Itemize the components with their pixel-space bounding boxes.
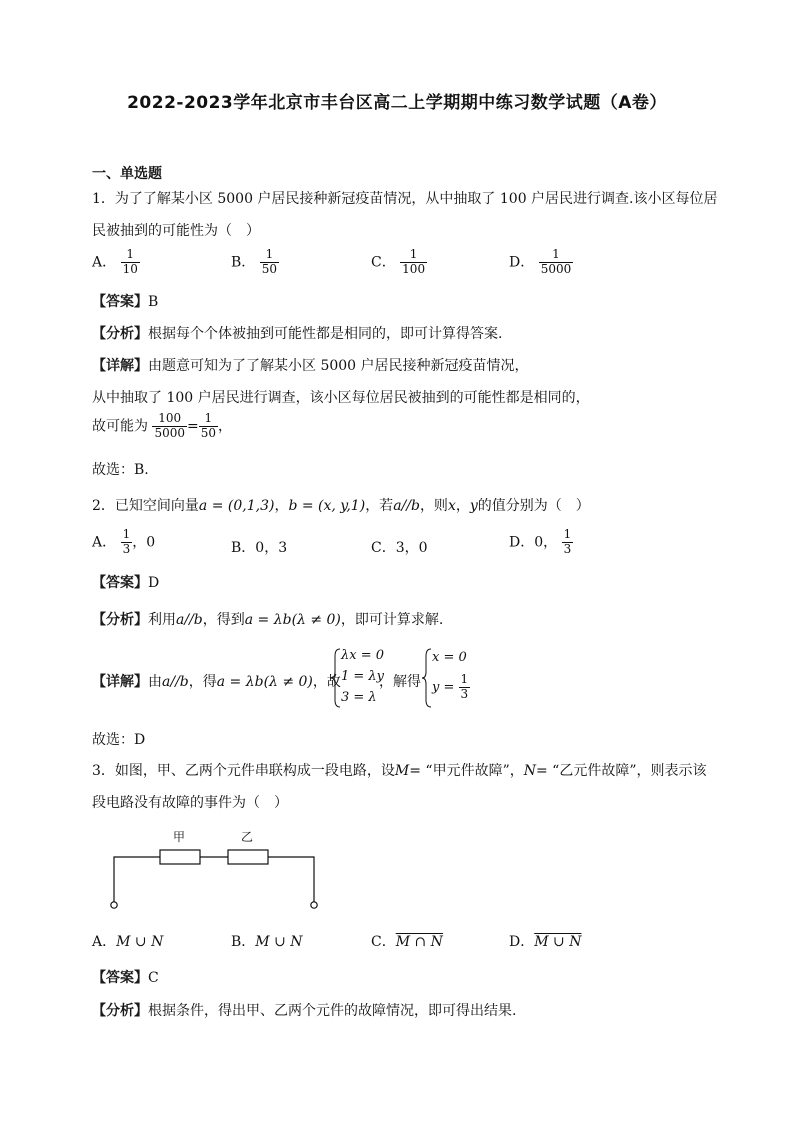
vector-equation: a = λb(λ ≠ 0) [244,612,341,628]
vector-b-def: b = (x, y,1) [288,498,366,514]
q3-option-a [92,931,163,951]
option-fraction [121,528,133,557]
q3-option-c [371,931,443,951]
stem-text: 的值分别为（ ） [477,498,590,514]
vector-a-def: a = (0,1,3) [198,498,275,514]
q2-analysis [92,609,443,629]
option-text: ，0 [132,534,156,551]
option-text: 0，3 [255,540,288,556]
q2-option-b [231,537,287,557]
option-label: A． [92,934,117,950]
denominator: 3 [122,541,131,556]
detail-tag: 【详解】 [92,674,148,690]
analysis-text: 根据条件，得出甲、乙两个元件的故障情况，即可得出结果. [148,1003,517,1019]
q3-option-d [509,931,581,951]
q2-detail-solve: ，解得 [379,674,421,690]
denominator: 10 [122,261,138,276]
terminal-left [111,902,117,908]
option-label: D． [509,934,535,950]
q1-analysis [92,323,502,343]
answer-tag: 【答案】 [92,294,148,310]
q1-option-c [371,248,427,277]
circuit-diagram [100,820,330,915]
numerator: 1 [199,412,218,427]
stem-text: 3．如图，甲、乙两个元件串联构成一段电路，设 [92,763,395,779]
event-m: M [394,763,410,779]
numerator: 1 [539,248,574,263]
detail-text: 由题意可知为了了解某小区 5000 户居民接种新冠疫苗情况， [148,358,529,374]
q2-choose: 故选：D [92,732,146,748]
option-label: B． [231,934,256,950]
numerator: 1 [400,248,427,263]
denominator: 50 [261,261,278,276]
q1-detail-line3 [92,412,232,441]
q1-detail-line2: 从中抽取了 100 户居民进行调查，该小区每位居民被抽到的可能性都是相同的， [92,390,590,406]
event-n: N [523,763,536,779]
stem-text: ，若 [365,498,394,514]
analysis-tag: 【分析】 [92,612,148,628]
var-y: y [469,498,478,514]
numerator: 100 [152,412,187,427]
option-label: C． [371,254,396,271]
stem-text: = “乙元件故障”，则表示该 [536,763,707,779]
fraction [199,412,218,441]
option-label: B． [231,540,256,556]
q2-answer [92,572,159,592]
option-fraction [562,528,574,557]
resistor-yi [228,850,268,864]
parallel-expr: a//b [393,498,420,514]
denominator: 5000 [154,425,185,440]
option-label: D． [509,534,535,551]
system-eq-3: 3 = λ [341,690,377,705]
denominator: 100 [402,261,426,276]
numerator: 1 [260,248,279,263]
option-label: C． [371,540,396,556]
q3-option-b [231,931,303,951]
label-yi: 乙 [241,830,254,844]
q2-option-c [371,537,428,557]
analysis-tag: 【分析】 [92,1003,148,1019]
analysis-text: ，得到 [202,612,245,628]
analysis-tag: 【分析】 [92,326,148,342]
terminal-right [311,902,317,908]
numerator: 1 [122,527,131,541]
q2-stem [92,495,590,515]
option-label: A． [92,534,117,551]
page-title: 2022-2023学年北京市丰台区高二上学期期中练习数学试题（A卷） [127,93,667,113]
fraction [459,673,471,702]
option-text: 0， [534,534,558,551]
answer-tag: 【答案】 [92,575,148,591]
option-text: 3，0 [395,540,428,556]
q3-stem-line2: 段电路没有故障的事件为（ ） [92,795,288,811]
circuit-svg [100,820,330,915]
q1-option-b [231,248,279,277]
q1-option-d [509,248,573,277]
option-text: M ∪ N [255,934,303,950]
q3-stem-line1 [92,760,707,780]
stem-text: = “甲元件故障”， [409,763,524,779]
numerator: 1 [460,672,469,686]
q2-option-a [92,528,155,557]
answer-value: C [148,970,159,986]
option-label: B． [231,254,256,271]
option-text: M ∪ N [116,934,164,950]
analysis-text: 根据每个个体被抽到可能性都是相同的，即可计算得答案. [148,326,503,342]
option-label: A． [92,254,117,271]
punctuation: ， [455,498,470,514]
numerator: 1 [563,527,572,541]
detail-text: 故可能为 [92,418,148,435]
solution-y-label: y = [432,679,455,695]
equals-sign: = [187,418,199,435]
q3-answer [92,967,159,987]
q1-stem-line2: 民被抽到的可能性为（ ） [92,223,260,239]
parallel-expr: a//b [162,674,189,690]
system-eq-1: λx = 0 [341,648,384,663]
solution-y [432,673,470,702]
option-label: D． [509,254,535,271]
option-label: C． [371,934,396,950]
q2-option-d [509,528,573,557]
stem-text: 2．已知空间向量 [92,498,199,514]
left-brace-icon [422,648,432,708]
q2-detail [92,671,341,691]
parallel-expr: a//b [176,612,203,628]
stem-text: ，则 [419,498,448,514]
option-text: M ∪ N [534,934,582,950]
system-eq-2: 1 = λy [341,669,385,684]
q1-stem-line1: 1．为了了解某小区 5000 户居民接种新冠疫苗情况，从中抽取了 100 户居民进行调查.该小区每位居 [92,191,718,207]
detail-tag: 【详解】 [92,358,148,374]
option-fraction [539,248,574,277]
fraction [152,412,187,441]
left-brace-icon [331,648,341,708]
q1-detail [92,355,529,375]
vector-equation: a = λb(λ ≠ 0) [216,674,313,690]
analysis-text: ，即可计算求解. [340,612,444,628]
answer-tag: 【答案】 [92,970,148,986]
numerator: 1 [121,248,140,263]
q1-option-a [92,248,140,277]
punctuation: ， [218,418,233,435]
analysis-text: 利用 [148,612,176,628]
answer-value: B [148,294,159,310]
denominator: 50 [200,425,217,440]
q1-choose: 故选：B. [92,462,149,478]
denominator: 5000 [540,261,572,276]
q1-answer [92,291,158,311]
solution-x: x = 0 [432,650,467,665]
answer-value: D [148,575,160,591]
detail-text: ，故 [312,674,341,690]
label-jia: 甲 [173,830,186,844]
option-fraction [121,248,140,277]
option-fraction [260,248,279,277]
detail-text: ，得 [188,674,217,690]
var-x: x [447,498,456,514]
option-text: M ∩ N [395,934,443,950]
denominator: 3 [460,686,469,701]
section-heading: 一、单选题 [92,166,162,182]
q3-analysis [92,1000,516,1020]
resistor-jia [160,850,200,864]
option-fraction [400,248,427,277]
denominator: 3 [563,541,572,556]
detail-text: 由 [148,674,162,690]
punctuation: ， [274,498,289,514]
